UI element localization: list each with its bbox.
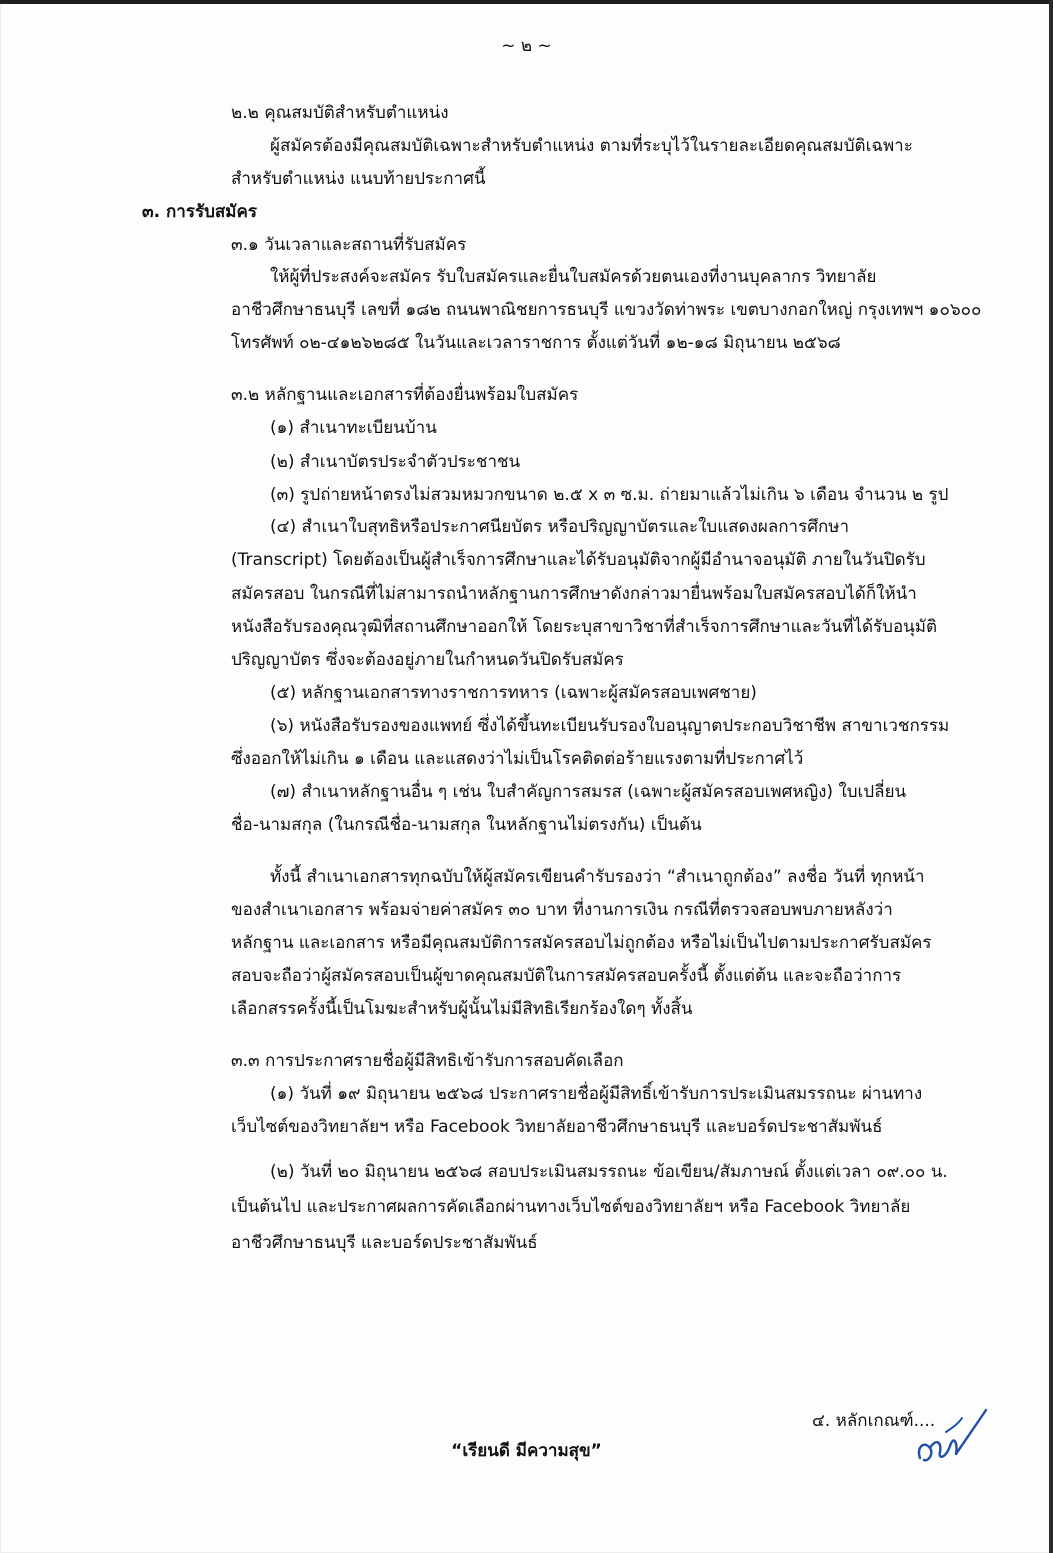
signature-initials: [912, 1402, 992, 1472]
section-3-3-heading: ๓.๓ การประกาศรายชื่อผู้มีสิทธิเข้ารับการสอบคัดเลือก: [231, 1051, 624, 1071]
college-motto: “เรียนดี มีความสุข”: [451, 1441, 602, 1461]
scan-edge-top: [0, 0, 1053, 4]
note-line-1: ทั้งนี้ สำเนาเอกสารทุกฉบับให้ผู้สมัครเขียนคำรับรองว่า “สำเนาถูกต้อง” ลงชื่อ วันที่ ทุกหน้า: [270, 867, 925, 887]
note-line-2: ของสำเนาเอกสาร พร้อมจ่ายค่าสมัคร ๓๐ บาท ที่งานการเงิน กรณีที่ตรวจสอบพบภายหลังว่า: [231, 900, 893, 920]
section-3-2-item-6-line-2: ซึ่งออกให้ไม่เกิน ๑ เดือน และแสดงว่าไม่เป็นโรคติดต่อร้ายแรงตามที่ประกาศไว้: [231, 749, 804, 769]
note-line-3: หลักฐาน และเอกสาร หรือมีคุณสมบัติการสมัครสอบไม่ถูกต้อง หรือไม่เป็นไปตามประกาศรับสมัคร: [231, 933, 932, 953]
section-3-3-item-2-line-1: (๒) วันที่ ๒๐ มิถุนายน ๒๕๖๘ สอบประเมินสมรรถนะ ข้อเขียน/สัมภาษณ์ ตั้งแต่เวลา ๐๙.๐๐ น.: [270, 1162, 948, 1182]
section-3-2-item-1: (๑) สำเนาทะเบียนบ้าน: [270, 418, 437, 438]
section-3-2-heading: ๓.๒ หลักฐานและเอกสารที่ต้องยื่นพร้อมใบสมัคร: [231, 385, 579, 405]
note-line-4: สอบจะถือว่าผู้สมัครสอบเป็นผู้ขาดคุณสมบัติในการสมัครสอบครั้งนี้ ตั้งแต่ต้น และจะถือว่าการ: [231, 966, 902, 986]
section-3-3-item-2-line-3: อาชีวศึกษาธนบุรี และบอร์ดประชาสัมพันธ์: [231, 1233, 538, 1253]
section-2-2-heading: ๒.๒ คุณสมบัติสำหรับตำแหน่ง: [231, 103, 449, 123]
page-number: ~ ๒ ~: [501, 36, 552, 56]
section-2-2-line-2: สำหรับตำแหน่ง แนบท้ายประกาศนี้: [231, 169, 486, 189]
section-3-2-item-4-line-4: หนังสือรับรองคุณวุฒิที่สถานศึกษาออกให้ โดยระบุสาขาวิชาที่สำเร็จการศึกษาและวันที่ได้รับอนุมัติ: [231, 617, 938, 637]
section-3-2-item-4-line-5: ปริญญาบัตร ซึ่งจะต้องอยู่ภายในกำหนดวันปิดรับสมัคร: [231, 650, 624, 670]
section-3-2-item-4-line-3: สมัครสอบ ในกรณีที่ไม่สามารถนำหลักฐานการศึกษาดังกล่าวมายื่นพร้อมใบสมัครสอบได้ก็ให้นำ: [231, 584, 917, 604]
section-3-2-item-7-line-1: (๗) สำเนาหลักฐานอื่น ๆ เช่น ใบสำคัญการสมรส (เฉพาะผู้สมัครสอบเพศหญิง) ใบเปลี่ยน: [270, 782, 907, 802]
note-line-5: เลือกสรรครั้งนี้เป็นโมฆะสำหรับผู้นั้นไม่มีสิทธิเรียกร้องใดๆ ทั้งสิ้น: [231, 999, 693, 1019]
section-3-3-item-2-line-2: เป็นต้นไป และประกาศผลการคัดเลือกผ่านทางเว็บไซต์ของวิทยาลัยฯ หรือ Facebook วิทยาลัย: [231, 1197, 911, 1217]
section-3-2-item-5: (๕) หลักฐานเอกสารทางราชการทหาร (เฉพาะผู้สมัครสอบเพศชาย): [270, 683, 757, 703]
section-3-2-item-4-line-1: (๔) สำเนาใบสุทธิหรือประกาศนียบัตร หรือปริญญาบัตรและใบแสดงผลการศึกษา: [270, 517, 850, 537]
section-3-2-item-4-line-2: (Transcript) โดยต้องเป็นผู้สำเร็จการศึกษาและได้รับอนุมัติจากผู้มีอำนาจอนุมัติ ภายในวันปิดรับ: [231, 550, 926, 570]
section-3-2-item-6-line-1: (๖) หนังสือรับรองของแพทย์ ซึ่งได้ขึ้นทะเบียนรับรองใบอนุญาตประกอบวิชาชีพ สาขาเวชกรรม: [270, 716, 950, 736]
section-3-heading: ๓. การรับสมัคร: [142, 202, 257, 222]
section-3-2-item-3: (๓) รูปถ่ายหน้าตรงไม่สวมหมวกขนาด ๒.๕ x ๓ ซ.ม. ถ่ายมาแล้วไม่เกิน ๖ เดือน จำนวน ๒ รูป: [270, 485, 949, 505]
section-3-1-line-2: อาชีวศึกษาธนบุรี เลขที่ ๑๘๒ ถนนพาณิชยการธนบุรี แขวงวัดท่าพระ เขตบางกอกใหญ่ กรุงเทพฯ ๑๐๖๐๐: [231, 300, 982, 320]
section-2-2-line-1: ผู้สมัครต้องมีคุณสมบัติเฉพาะสำหรับตำแหน่ง ตามที่ระบุไว้ในรายละเอียดคุณสมบัติเฉพาะ: [270, 136, 913, 156]
scan-edge-right: [1049, 0, 1053, 1553]
section-3-2-item-7-line-2: ชื่อ-นามสกุล (ในกรณีชื่อ-นามสกุล ในหลักฐานไม่ตรงกัน) เป็นต้น: [231, 815, 702, 835]
section-3-3-item-1-line-1: (๑) วันที่ ๑๙ มิถุนายน ๒๕๖๘ ประกาศรายชื่อผู้มีสิทธิ์เข้ารับการประเมินสมรรถนะ ผ่านทาง: [270, 1084, 923, 1104]
continuation-note: ๔. หลักเกณฑ์....: [812, 1411, 936, 1431]
section-3-1-line-1: ให้ผู้ที่ประสงค์จะสมัคร รับใบสมัครและยื่นใบสมัครด้วยตนเองที่งานบุคลากร วิทยาลัย: [270, 267, 877, 287]
section-3-1-heading: ๓.๑ วันเวลาและสถานที่รับสมัคร: [231, 235, 467, 255]
section-3-2-item-2: (๒) สำเนาบัตรประจำตัวประชาชน: [270, 452, 521, 472]
section-3-3-item-1-line-2: เว็บไซต์ของวิทยาลัยฯ หรือ Facebook วิทยาลัยอาชีวศึกษาธนบุรี และบอร์ดประชาสัมพันธ์: [231, 1117, 883, 1137]
section-3-1-line-3: โทรศัพท์ ๐๒-๔๑๒๖๒๘๕ ในวันและเวลาราชการ ตั้งแต่วันที่ ๑๒-๑๘ มิถุนายน ๒๕๖๘: [231, 333, 841, 353]
